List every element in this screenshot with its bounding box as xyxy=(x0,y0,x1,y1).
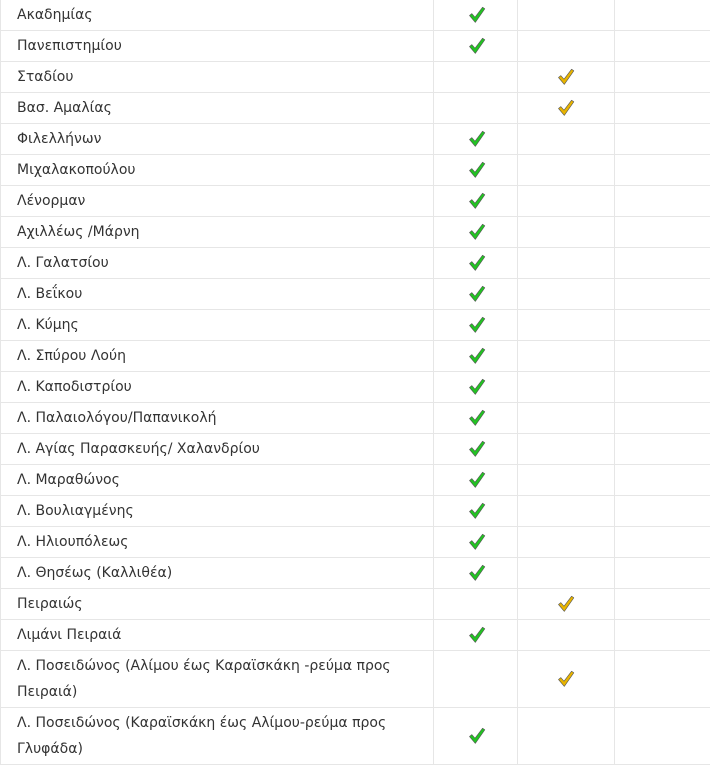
status-cell-2 xyxy=(518,620,615,651)
street-name: Λ. Θησέως (Καλλιθέα) xyxy=(1,558,434,589)
status-cell-3 xyxy=(615,651,710,708)
status-cell-3 xyxy=(615,496,710,527)
yellow-check-icon xyxy=(557,68,575,86)
status-cell-3 xyxy=(615,186,710,217)
status-cell-3 xyxy=(615,155,710,186)
green-check-icon xyxy=(468,502,486,520)
status-cell-3 xyxy=(615,372,710,403)
table-row xyxy=(1,620,710,651)
table-row xyxy=(1,341,710,372)
green-check-icon xyxy=(468,378,486,396)
street-name: Πειραιώς xyxy=(1,589,434,620)
table-row xyxy=(1,155,710,186)
status-cell-2 xyxy=(518,31,615,62)
status-cell-1 xyxy=(434,496,518,527)
status-cell-1 xyxy=(434,341,518,372)
status-cell-1 xyxy=(434,372,518,403)
street-name: Λ. Μαραθώνος xyxy=(1,465,434,496)
table-row xyxy=(1,0,710,31)
status-cell-2 xyxy=(518,217,615,248)
status-cell-2 xyxy=(518,403,615,434)
status-cell-3 xyxy=(615,279,710,310)
street-name: Λ. Ποσειδώνος (Αλίμου έως Καραϊσκάκη -ρεύμα προς Πειραιά) xyxy=(1,651,434,708)
status-cell-1 xyxy=(434,217,518,248)
green-check-icon xyxy=(468,471,486,489)
status-cell-2 xyxy=(518,558,615,589)
green-check-icon xyxy=(468,6,486,24)
status-cell-1 xyxy=(434,248,518,279)
street-name: Λ. Γαλατσίου xyxy=(1,248,434,279)
street-name: Λ. Αγίας Παρασκευής/ Χαλανδρίου xyxy=(1,434,434,465)
status-cell-1 xyxy=(434,589,518,620)
status-cell-3 xyxy=(615,527,710,558)
table-row xyxy=(1,31,710,62)
status-cell-2 xyxy=(518,496,615,527)
status-cell-1 xyxy=(434,93,518,124)
status-cell-1 xyxy=(434,31,518,62)
street-name: Πανεπιστημίου xyxy=(1,31,434,62)
status-cell-2 xyxy=(518,341,615,372)
status-cell-3 xyxy=(615,93,710,124)
status-cell-2 xyxy=(518,372,615,403)
street-name: Λ. Σπύρου Λούη xyxy=(1,341,434,372)
status-cell-2 xyxy=(518,186,615,217)
status-cell-3 xyxy=(615,465,710,496)
street-name: Λ. Ποσειδώνος (Καραϊσκάκη έως Αλίμου-ρεύμα προς Γλυφάδα) xyxy=(1,708,434,765)
table-row xyxy=(1,186,710,217)
street-name: Λιμάνι Πειραιά xyxy=(1,620,434,651)
table-row xyxy=(1,279,710,310)
status-cell-2 xyxy=(518,708,615,765)
table-row xyxy=(1,496,710,527)
status-cell-2 xyxy=(518,124,615,155)
street-name: Φιλελλήνων xyxy=(1,124,434,155)
street-name: Μιχαλακοπούλου xyxy=(1,155,434,186)
street-name: Βασ. Αμαλίας xyxy=(1,93,434,124)
status-cell-1 xyxy=(434,558,518,589)
status-cell-2 xyxy=(518,0,615,31)
street-name: Λ. Κύμης xyxy=(1,310,434,341)
table-row xyxy=(1,62,710,93)
green-check-icon xyxy=(468,130,486,148)
status-cell-3 xyxy=(615,217,710,248)
street-name: Λ. Ηλιουπόλεως xyxy=(1,527,434,558)
table-row xyxy=(1,217,710,248)
table-row xyxy=(1,403,710,434)
status-cell-2 xyxy=(518,279,615,310)
status-cell-3 xyxy=(615,708,710,765)
table-row xyxy=(1,708,710,765)
street-name: Λ. Βουλιαγμένης xyxy=(1,496,434,527)
green-check-icon xyxy=(468,316,486,334)
table-row xyxy=(1,372,710,403)
status-cell-2 xyxy=(518,310,615,341)
table-row xyxy=(1,589,710,620)
status-cell-2 xyxy=(518,589,615,620)
green-check-icon xyxy=(468,409,486,427)
status-cell-1 xyxy=(434,651,518,708)
status-cell-3 xyxy=(615,62,710,93)
green-check-icon xyxy=(468,223,486,241)
status-cell-2 xyxy=(518,62,615,93)
yellow-check-icon xyxy=(557,595,575,613)
status-cell-1 xyxy=(434,155,518,186)
status-cell-3 xyxy=(615,620,710,651)
green-check-icon xyxy=(468,37,486,55)
status-cell-3 xyxy=(615,310,710,341)
table-row xyxy=(1,248,710,279)
status-cell-1 xyxy=(434,62,518,93)
table-row xyxy=(1,527,710,558)
status-cell-3 xyxy=(615,558,710,589)
status-cell-3 xyxy=(615,248,710,279)
status-cell-3 xyxy=(615,341,710,372)
yellow-check-icon xyxy=(557,99,575,117)
status-cell-1 xyxy=(434,708,518,765)
green-check-icon xyxy=(468,727,486,745)
status-cell-1 xyxy=(434,403,518,434)
status-cell-1 xyxy=(434,0,518,31)
table-row xyxy=(1,310,710,341)
green-check-icon xyxy=(468,254,486,272)
table-body xyxy=(1,0,710,765)
status-cell-2 xyxy=(518,93,615,124)
green-check-icon xyxy=(468,564,486,582)
green-check-icon xyxy=(468,161,486,179)
yellow-check-icon xyxy=(557,670,575,688)
status-cell-3 xyxy=(615,31,710,62)
green-check-icon xyxy=(468,192,486,210)
table-row xyxy=(1,434,710,465)
street-name: Ακαδημίας xyxy=(1,0,434,31)
street-name: Σταδίου xyxy=(1,62,434,93)
street-name: Λ. Παλαιολόγου/Παπανικολή xyxy=(1,403,434,434)
status-cell-2 xyxy=(518,465,615,496)
street-name: Λ. Καποδιστρίου xyxy=(1,372,434,403)
status-cell-2 xyxy=(518,527,615,558)
green-check-icon xyxy=(468,440,486,458)
status-cell-2 xyxy=(518,248,615,279)
status-cell-2 xyxy=(518,155,615,186)
status-cell-1 xyxy=(434,186,518,217)
status-cell-1 xyxy=(434,620,518,651)
table-row xyxy=(1,465,710,496)
table-row xyxy=(1,558,710,589)
green-check-icon xyxy=(468,533,486,551)
status-cell-1 xyxy=(434,527,518,558)
status-cell-3 xyxy=(615,124,710,155)
status-cell-1 xyxy=(434,465,518,496)
green-check-icon xyxy=(468,285,486,303)
status-cell-2 xyxy=(518,651,615,708)
green-check-icon xyxy=(468,626,486,644)
status-cell-1 xyxy=(434,310,518,341)
status-cell-3 xyxy=(615,434,710,465)
street-name: Λ. Βεΐκου xyxy=(1,279,434,310)
status-cell-3 xyxy=(615,589,710,620)
status-cell-3 xyxy=(615,0,710,31)
street-name: Λένορμαν xyxy=(1,186,434,217)
status-cell-2 xyxy=(518,434,615,465)
status-cell-1 xyxy=(434,434,518,465)
status-cell-3 xyxy=(615,403,710,434)
status-cell-1 xyxy=(434,124,518,155)
status-cell-1 xyxy=(434,279,518,310)
table-row xyxy=(1,93,710,124)
table-row xyxy=(1,651,710,708)
green-check-icon xyxy=(468,347,486,365)
street-name: Αχιλλέως /Μάρνη xyxy=(1,217,434,248)
table-row xyxy=(1,124,710,155)
